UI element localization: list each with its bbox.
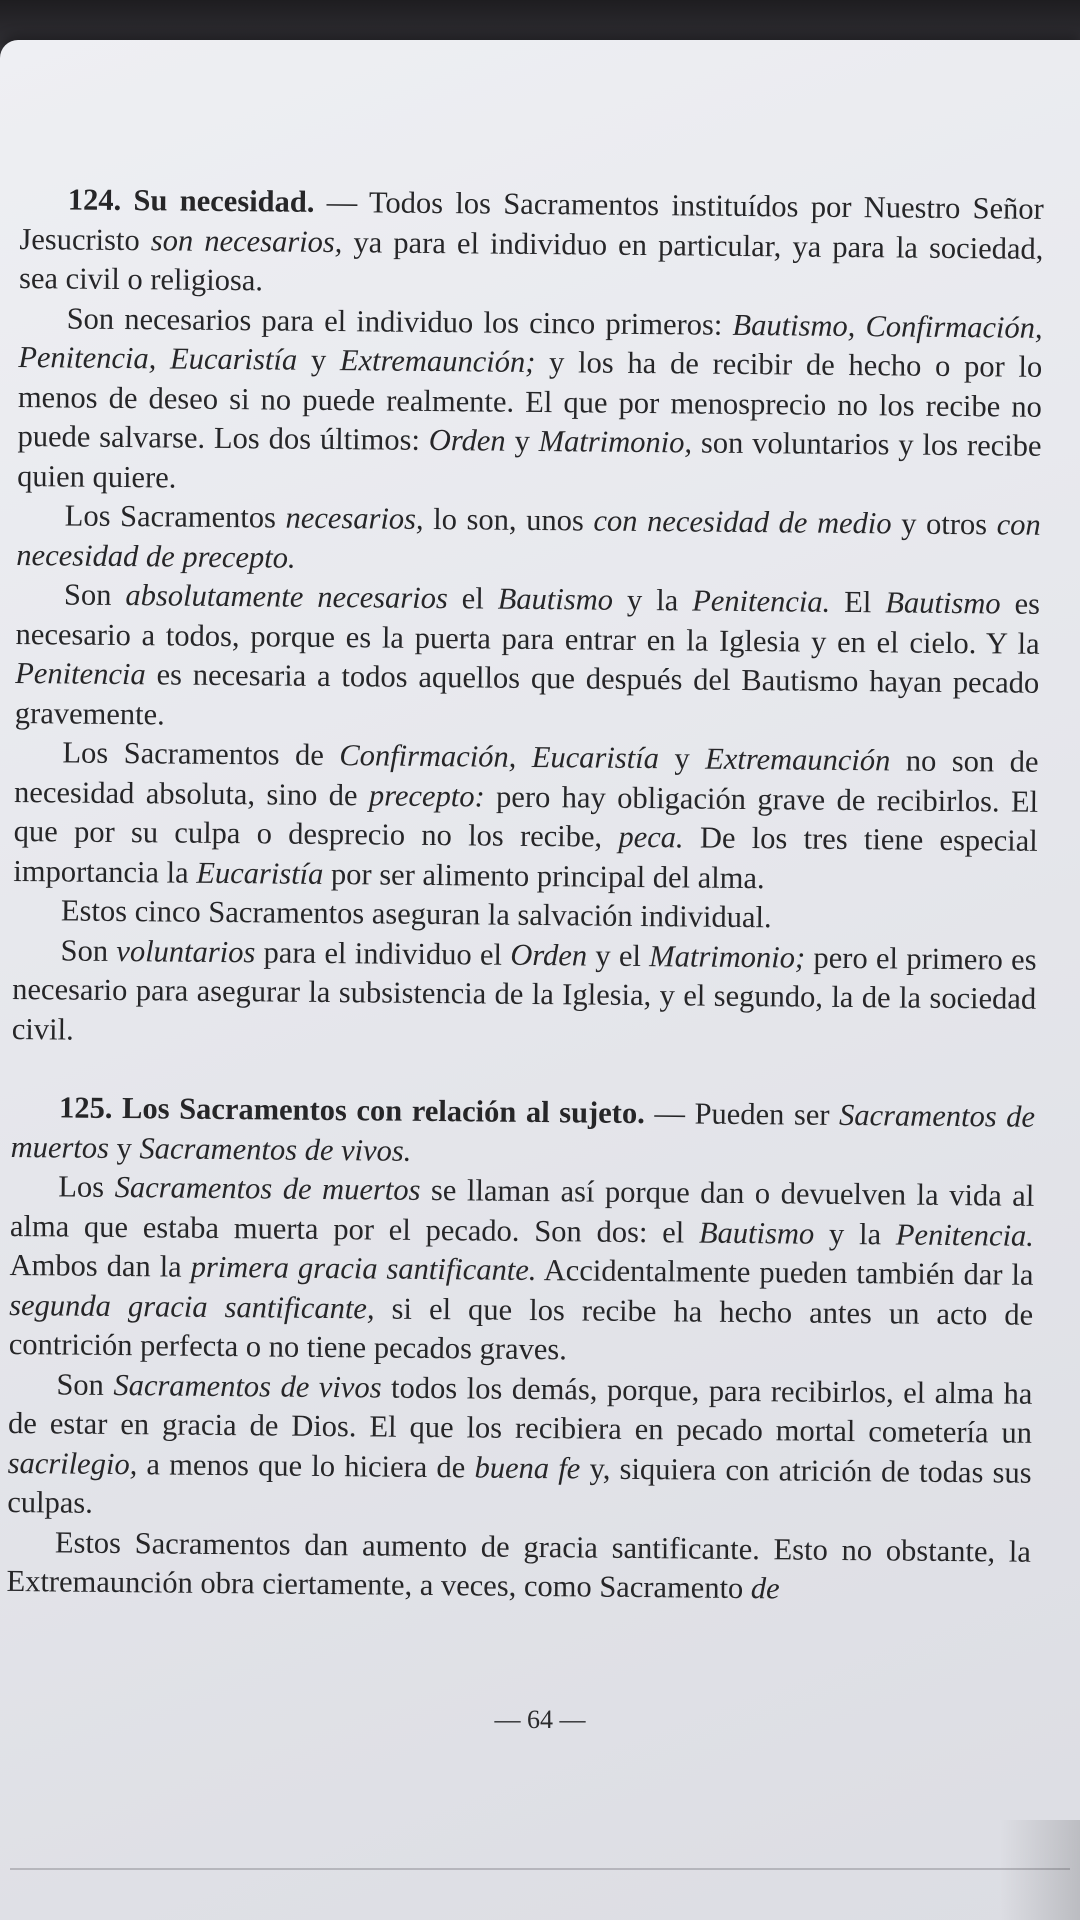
section-number: 124. [67,182,122,217]
book-page [0,40,1080,1920]
page-corner-shadow [1000,1820,1080,1920]
page-text [6,180,1044,1611]
section-title: Su necesidad. [133,183,315,219]
paragraph: Los Sacramentos de Confirmación, Eucaristía y Extremaunción no son de necesidad absoluta, sino de precepto: pero hay obligación grave de recibirlos. El que por su culpa o desprecio no los recibe, peca. De los tres tiene especial importancia la Eucaristía por ser alimento principal del alma. [13,735,1039,895]
section-125-paragraph: 125. Los Sacramentos con relación al sujeto. — Pueden ser Sacramentos de muertos y Sacramentos de vivos. [10,1090,1036,1168]
paragraph: Los Sacramentos de muertos se llaman así porque dan o devuelven la vida al alma que estaba muerta por el pecado. Son dos: el Bautismo y la Penitencia. Ambos dan la primera gracia santificante. Accidentalmente pueden también dar la segunda gracia santificante, si el que los recibe ha hecho antes un acto de contrición perfecta o no tiene pecados graves. [8,1169,1035,1367]
page-number: — 64 — [494,1705,586,1734]
section-124-paragraph: 124. Su necesidad. — Todos los Sacramentos instituídos por Nuestro Señor Jesucristo son necesarios, ya para el individuo en particular, ya para la sociedad, sea civil o religiosa. [18,182,1044,298]
paragraph: Son voluntarios para el individuo el Orden y el Matrimonio; pero el primero es necesario para asegurar la subsistencia de la Iglesia, y el segundo, la de la sociedad civil. [11,932,1037,1047]
paragraph: Los Sacramentos necesarios, lo son, unos con necesidad de medio y otros con necesidad de precepto. [16,498,1041,575]
paragraph: Estos Sacramentos dan aumento de gracia santificante. Esto no obstante, la Extremaunción obra ciertamente, a veces, como Sacramento de [6,1524,1032,1606]
page-edge-divider [10,1868,1070,1870]
section-title: Los Sacramentos con relación al sujeto. [121,1091,645,1131]
paragraph: Estos cinco Sacramentos aseguran la salvación individual. [60,893,772,935]
section-number: 125. [58,1090,113,1125]
paragraph: Son necesarios para el individuo los cinco primeros: Bautismo, Confirmación, Penitencia, Eucaristía y Extremaunción; y los ha de recibir de hecho o por lo menos de deseo si no puede realmente. El que por menosprecio no los recibe no puede salvarse. Los dos últimos: Orden y Matrimonio, son voluntarios y los recibe quien quiere. [17,300,1043,495]
paragraph: Son Sacramentos de vivos todos los demás, porque, para recibirlos, el alma ha de estar en gracia de Dios. El que los recibiera en pecado mortal cometería un sacrilegio, a menos que lo hiciera de buena fe y, siquiera con atrición de todas sus culpas. [7,1366,1033,1520]
paragraph: Son absolutamente necesarios el Bautismo y la Penitencia. El Bautismo es necesario a todos, porque es la puerta para entrar en la Iglesia y en el cielo. Y la Penitencia es necesaria a todos aquellos que después del Bautismo hayan pecado gravemente. [14,577,1041,731]
